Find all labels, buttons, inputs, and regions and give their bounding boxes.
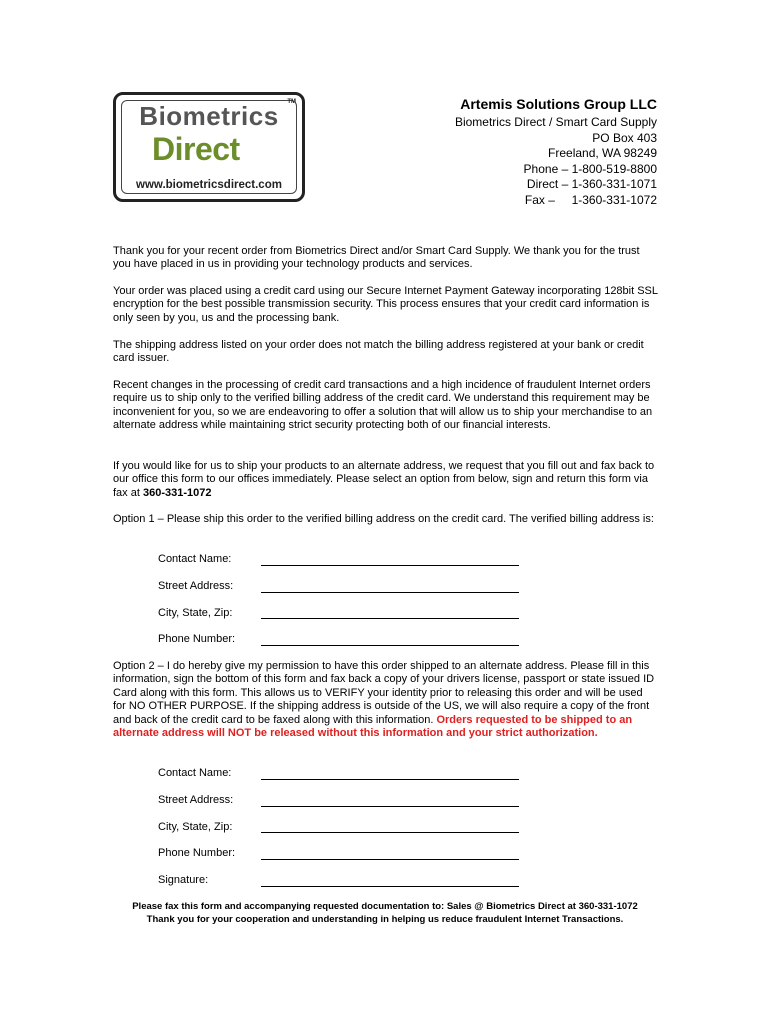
option1-city-state-zip-field[interactable] (261, 618, 519, 619)
footer-fax-instructions: Please fax this form and accompanying requested documentation to: Sales @ Biometrics Direct at 360-331-1072 (132, 901, 638, 912)
instructions-text: If you would like for us to ship your products to an alternate address, we request that you fill out and fax back to our office this form to our offices immediately. Please select an option from below, sign and return this form via fax at (113, 460, 655, 499)
option2-phone-number-label: Phone Number: (158, 847, 236, 859)
paragraph-policy (113, 379, 658, 433)
paragraph-text (113, 460, 658, 500)
paragraph-text (113, 660, 658, 740)
address-line: Freeland, WA 98249 (548, 146, 657, 160)
logo-url: www.biometricsdirect.com (136, 179, 282, 191)
option2-contact-name-field[interactable] (261, 779, 519, 780)
footer (100, 900, 670, 926)
option1-city-state-zip-label: City, State, Zip: (158, 607, 233, 619)
address-line: Phone – 1-800-519-8800 (523, 161, 657, 176)
logo-word-direct: Direct (152, 131, 240, 167)
option2-contact-name-label: Contact Name: (158, 767, 232, 779)
company-name: Artemis Solutions Group LLC (460, 96, 657, 112)
paragraph-text: Your order was placed using a credit card using our Secure Internet Payment Gateway incorporating 128bit SSL encryption for the best possible transmission security. This process ensures that your credit card information is only seen by you, us and the processing bank. (113, 285, 658, 324)
option1-description (113, 513, 658, 526)
address-line: Fax – 1-360-331-1072 (524, 192, 657, 207)
paragraph-instructions (113, 460, 658, 500)
option1-street-address-label: Street Address: (158, 580, 234, 592)
option2-phone-number-field[interactable] (261, 859, 519, 860)
paragraph-text: Recent changes in the processing of credit card transactions and a high incidence of fraudulent Internet orders require us to ship only to the verified billing address of the credit card. We understand this requirement may be inconvenient for you, so we are endeavoring to offer a solution that will allow us to ship your merchandise to an alternate address while maintaining strict security protecting both of our financial interests. (113, 379, 653, 432)
option2-text: Option 2 – I do hereby give my permission to have this order shipped to an alternate address. Please fill in this information, sign the bottom of this form and fax back a copy of your drivers license, passport or state issued ID Card along with this form. This allows us to VERIFY your identity prior to releasing this order and will be used for NO OTHER PURPOSE. If the shipping address is outside of the US, we will also require a copy of the front and back of the credit card to be faxed along with this information. (113, 660, 655, 726)
option2-warning: Orders requested to be shipped to an alternate address will NOT be released without this information and your strict authorization. (113, 713, 633, 740)
option2-street-address-field[interactable] (261, 806, 519, 807)
option2-signature-field[interactable] (261, 886, 519, 887)
fax-number: 360-331-1072 (142, 486, 212, 499)
paragraph-mismatch (113, 339, 658, 366)
option2-city-state-zip-label: City, State, Zip: (158, 821, 233, 833)
option1-contact-name-label: Contact Name: (158, 553, 232, 565)
footer-thanks: Thank you for your cooperation and understanding in helping us reduce fraudulent Internet Transactions. (146, 914, 624, 925)
option1-phone-number-field[interactable] (261, 645, 519, 646)
option1-phone-number-label: Phone Number: (158, 633, 236, 645)
address-line: Direct – 1-360-331-1071 (526, 177, 657, 191)
option2-city-state-zip-field[interactable] (261, 832, 519, 833)
address-line: PO Box 403 (592, 130, 657, 145)
address-line: Biometrics Direct / Smart Card Supply (454, 115, 657, 129)
paragraph-thanks (113, 245, 658, 272)
option2-description (113, 660, 658, 740)
logo-trademark: TM (287, 99, 296, 105)
option2-signature-label: Signature: (158, 874, 209, 886)
option2-street-address-label: Street Address: (158, 794, 234, 806)
paragraph-text: Thank you for your recent order from Biometrics Direct and/or Smart Card Supply. We thank you for the trust you have placed in us in providing your technology products and services. (113, 245, 640, 271)
option1-contact-name-field[interactable] (261, 565, 519, 566)
option1-street-address-field[interactable] (261, 592, 519, 593)
company-address-block (455, 96, 657, 208)
biometrics-direct-logo (113, 92, 305, 202)
paragraph-security (113, 285, 658, 325)
logo-word-biometrics: Biometrics (139, 101, 279, 131)
paragraph-text: Option 1 – Please ship this order to the verified billing address on the credit card. The verified billing address is: (113, 513, 654, 525)
paragraph-text: The shipping address listed on your order does not match the billing address registered at your bank or credit card issuer. (113, 339, 644, 365)
